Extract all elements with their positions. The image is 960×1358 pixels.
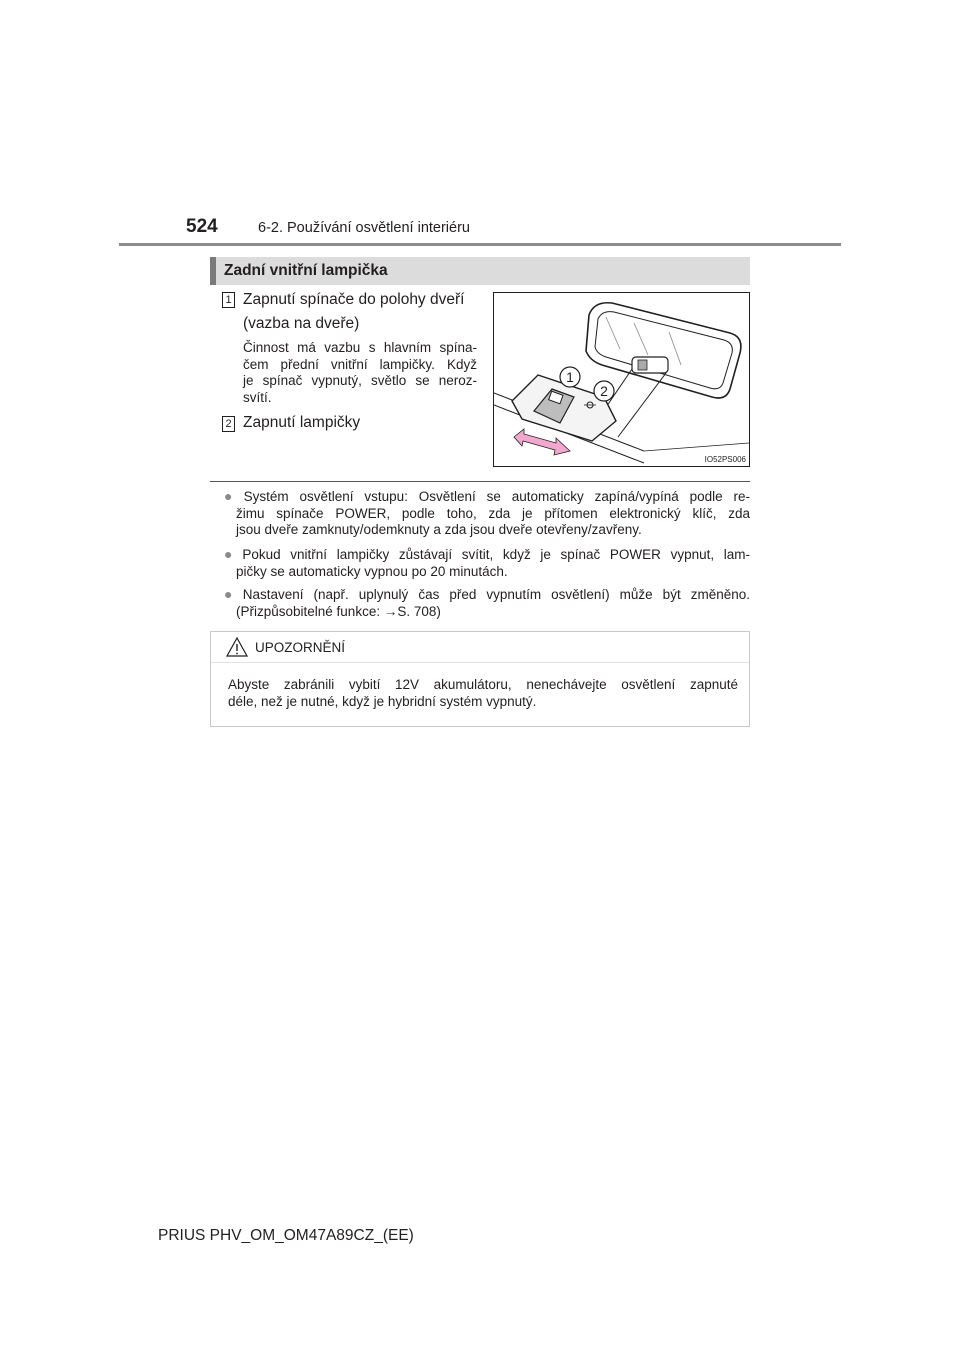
note-3-line: Nastavení (např. uplynulý čas před vypnutím osvětlení) může být změněno. — [242, 587, 750, 602]
section-divider — [210, 481, 750, 482]
item-1-title-line2: (vazba na dveře) — [243, 315, 360, 332]
note-2 — [224, 546, 750, 580]
item-1-number: 1 — [222, 292, 235, 308]
slide-arrow-icon — [514, 429, 570, 455]
item-1-desc-line: svítí. — [243, 389, 272, 405]
item-2-title: Zapnutí lampičky — [243, 414, 361, 431]
item-1-title — [243, 288, 464, 336]
warning-title: UPOZORNĚNÍ — [255, 640, 346, 655]
ceiling-line — [644, 443, 749, 451]
note-3-line: (Přizpůsobitelné funkce: →S. 708) — [236, 603, 441, 619]
section-heading-accent — [210, 257, 216, 285]
rear-lamp-drawing — [494, 293, 749, 466]
item-1-desc-line: čem přední vnitřní lampičky. Když — [243, 356, 477, 372]
warning-text — [228, 676, 738, 710]
lamp-switch-knob — [638, 360, 647, 370]
note-1-line: Systém osvětlení vstupu: Osvětlení se automaticky zapíná/vypíná podle re- — [243, 489, 750, 504]
lamp-illustration — [493, 292, 750, 467]
note-1-line: žimu spínače POWER, podle toho, zda je přítomen elektronický klíč, zda — [236, 505, 750, 521]
warning-line: Abyste zabránili vybití 12V akumulátoru, nenechávejte osvětlení zapnuté — [228, 677, 738, 692]
lamp-switch — [632, 357, 668, 373]
bullet-icon: ● — [224, 546, 239, 562]
callout-1: 1 — [566, 369, 574, 385]
lamp-lens — [595, 312, 732, 389]
note-3 — [224, 586, 750, 620]
bullet-icon: ● — [224, 586, 239, 602]
page-number: 524 — [186, 216, 218, 237]
warning-line: déle, než je nutné, když je hybridní systém vypnutý. — [228, 694, 537, 709]
illustration-code: IO52PS006 — [704, 455, 746, 464]
note-2-line: Pokud vnitřní lampičky zůstávají svítit, když je spínač POWER vypnut, lam- — [242, 547, 750, 562]
item-2-number: 2 — [222, 416, 235, 432]
lens-line — [634, 323, 648, 355]
warning-triangle-icon — [225, 636, 249, 658]
leader-line — [618, 373, 666, 437]
callout-2: 2 — [600, 383, 608, 399]
item-1-desc-line: je spínač vypnutý, světlo se neroz- — [243, 373, 477, 388]
header-rule — [119, 243, 841, 246]
section-title: 6-2. Používání osvětlení interiéru — [258, 220, 470, 236]
item-1-title-line1: Zapnutí spínače do polohy dveří — [243, 291, 465, 308]
lens-line — [669, 332, 681, 365]
bullet-icon: ● — [224, 488, 240, 504]
footer-document-code: PRIUS PHV_OM_OM47A89CZ_(EE) — [158, 1227, 414, 1244]
note-1 — [224, 488, 750, 539]
section-heading: Zadní vnitřní lampička — [224, 262, 388, 279]
note-2-line: pičky se automaticky vypnou po 20 minutách. — [236, 563, 508, 579]
item-1-desc-line: Činnost má vazbu s hlavním spína- — [243, 340, 477, 355]
note-1-line: jsou dveře zamknuty/odemknuty a zda jsou dveře otevřeny/zavřeny. — [236, 522, 642, 537]
warning-separator — [211, 662, 749, 663]
lens-line — [606, 317, 620, 349]
item-1-description — [243, 340, 477, 406]
